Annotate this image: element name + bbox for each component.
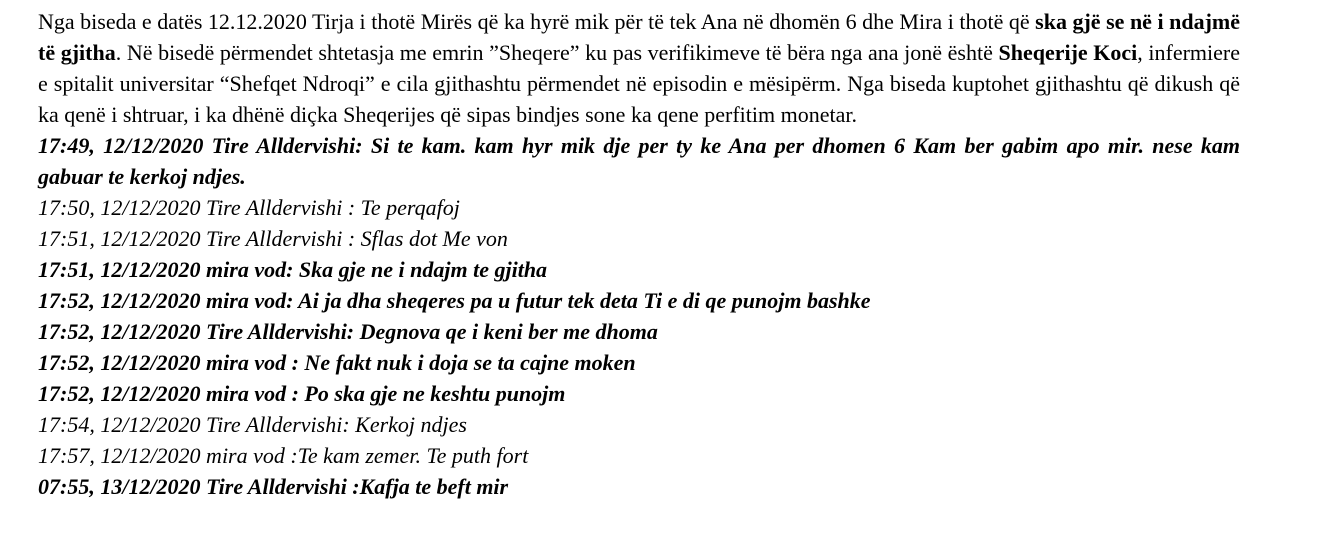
chat-message: 17:54, 12/12/2020 Tire Alldervishi: Kerkoj ndjes xyxy=(38,412,467,437)
chat-message: 17:57, 12/12/2020 mira vod :Te kam zemer. Te puth fort xyxy=(38,443,529,468)
chat-message: 17:52, 12/12/2020 mira vod : Ne fakt nuk i doja se ta cajne moken xyxy=(38,350,636,375)
chat-message: 17:50, 12/12/2020 Tire Alldervishi : Te perqafoj xyxy=(38,195,460,220)
chat-message: 17:52, 12/12/2020 Tire Alldervishi: Degnova qe i keni ber me dhoma xyxy=(38,319,658,344)
chat-message: 17:51, 12/12/2020 mira vod: Ska gje ne i ndajm te gjitha xyxy=(38,257,548,282)
paragraph-bold-phrase-1: ska gjë se në i ndajmë të gjitha xyxy=(38,9,1241,65)
document-body xyxy=(38,6,1240,502)
chat-message: 07:55, 13/12/2020 Tire Alldervishi :Kafja te beft mir xyxy=(38,474,509,499)
paragraph-text-1: Nga biseda e datës 12.12.2020 Tirja i thotë Mirës që ka hyrë mik për të tek Ana në dhomën 6 dhe Mira i thotë që xyxy=(38,9,1036,34)
paragraph-bold-name: Sheqerije Koci xyxy=(998,40,1138,65)
chat-message: 17:52, 12/12/2020 mira vod: Ai ja dha sheqeres pa u futur tek deta Ti e di qe punojm bashke xyxy=(38,288,871,313)
paragraph-text-3: , infermiere e spitalit universitar “Shefqet Ndroqi” e cila gjithashtu përmendet në episodin e mësipërm. Nga biseda kuptohet gjithashtu që dikush që ka qenë i shtruar, i ka dhënë diçka Sheqerijes që sipas bindjes sone ka qene perfitim monetar. xyxy=(38,40,1241,127)
chat-message: 17:49, 12/12/2020 Tire Alldervishi: Si te kam. kam hyr mik dje per ty ke Ana per dhomen 6 Kam ber gabim apo mir. nese kam gabuar te kerkoj ndjes. xyxy=(38,133,1240,189)
chat-message: 17:51, 12/12/2020 Tire Alldervishi : Sflas dot Me von xyxy=(38,226,508,251)
summary-paragraph xyxy=(38,6,1240,130)
chat-message: 17:52, 12/12/2020 mira vod : Po ska gje ne keshtu punojm xyxy=(38,381,566,406)
paragraph-text-2: . Në bisedë përmendet shtetasja me emrin ”Sheqere” ku pas verifikimeve të bëra nga ana jonë është xyxy=(115,40,999,65)
